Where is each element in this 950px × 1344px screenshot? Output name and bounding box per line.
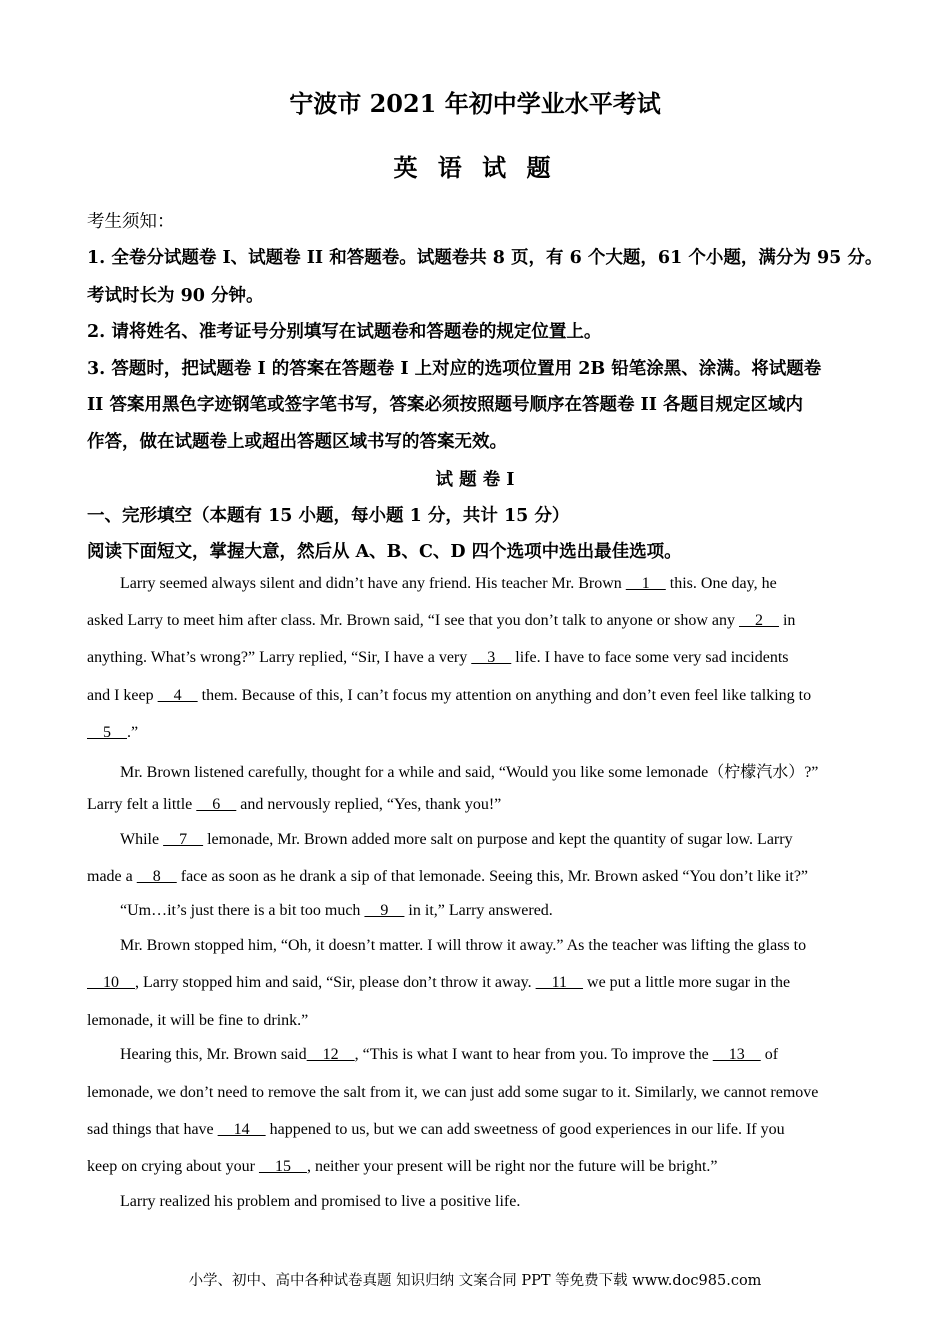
blank-15: 15 <box>258 1158 307 1175</box>
blank-9: 9 <box>364 902 405 919</box>
notice-line: 作答，做在试题卷上或超出答题区域书写的答案无效。 <box>87 432 507 452</box>
page-subtitle: 英 语 试 题 <box>393 153 557 182</box>
passage-line: made a 8 face as soon as he drank a sip of that lemonade. Seeing this, Mr. Brown asked “You don’t like it?” <box>87 868 809 885</box>
passage-line: lemonade, we don’t need to remove the salt from it, we can just add some sugar to it. Similarly, we cannot remove <box>87 1084 819 1101</box>
blank-5: 5 <box>87 724 127 741</box>
passage-line: Larry realized his problem and promised to live a positive life. <box>120 1193 521 1210</box>
notice-line: II 答案用黑色字迹钢笔或签字笔书写，答案必须按照题号顺序在答题卷 II 各题目规定区域内 <box>87 395 804 415</box>
notice-heading: 考生须知： <box>87 212 175 232</box>
passage-line: keep on crying about your 15 , neither your present will be right nor the future will be bright.” <box>87 1158 718 1175</box>
section-heading: 一、完形填空（本题有 15 小题，每小题 1 分，共计 15 分） <box>87 506 570 526</box>
page-footer: 小学、初中、高中各种试卷真题 知识归纳 文案合同 PPT 等免费下载 www.doc985.com <box>188 1273 762 1289</box>
page-title: 宁波市 2021 年初中学业水平考试 <box>289 89 661 118</box>
passage-line: Mr. Brown listened carefully, thought for a while and said, “Would you like some lemonade（柠檬汽水）?” <box>120 764 819 781</box>
passage-line: While 7 lemonade, Mr. Brown added more salt on purpose and kept the quantity of sugar low. Larry <box>120 831 793 848</box>
blank-4: 4 <box>157 687 198 704</box>
blank-2: 2 <box>738 612 779 629</box>
passage-line: and I keep 4 them. Because of this, I can’t focus my attention on anything and don’t even feel like talking to <box>87 687 812 704</box>
passage-line: anything. What’s wrong?” Larry replied, “Sir, I have a very 3 life. I have to face some very sad incidents <box>87 649 789 666</box>
passage-line: Larry seemed always silent and didn’t have any friend. His teacher Mr. Brown 1 this. One day, he <box>120 575 777 592</box>
passage-line: Mr. Brown stopped him, “Oh, it doesn’t matter. I will throw it away.” As the teacher was lifting the glass to <box>120 937 807 954</box>
blank-1: 1 <box>625 575 666 592</box>
passage-line: asked Larry to meet him after class. Mr. Brown said, “I see that you don’t talk to anyone or show any 2 in <box>87 612 796 629</box>
passage-line: 10 , Larry stopped him and said, “Sir, please don’t throw it away. 11 we put a little more sugar in the <box>87 974 791 991</box>
passage-line: 5 .” <box>87 724 139 741</box>
notice-line: 2. 请将姓名、准考证号分别填写在试题卷和答题卷的规定位置上。 <box>87 322 602 342</box>
passage-line: “Um…it’s just there is a bit too much 9 in it,” Larry answered. <box>120 902 553 919</box>
notice-line: 3. 答题时，把试题卷 I 的答案在答题卷 I 上对应的选项位置用 2B 铅笔涂黑、涂满。将试题卷 <box>87 359 822 379</box>
notice-line: 1. 全卷分试题卷 I、试题卷 II 和答题卷。试题卷共 8 页，有 6 个大题，61 个小题，满分为 95 分。 <box>87 248 883 268</box>
blank-6: 6 <box>196 796 237 813</box>
blank-10: 10 <box>87 974 135 991</box>
passage-line: Hearing this, Mr. Brown said 12 , “This is what I want to hear from you. To improve the 13 of <box>120 1046 779 1063</box>
blank-3: 3 <box>471 649 512 666</box>
blank-14: 14 <box>217 1121 266 1138</box>
section-instruction: 阅读下面短文，掌握大意，然后从 A、B、C、D 四个选项中选出最佳选项。 <box>87 542 682 562</box>
blank-12: 12 <box>306 1046 355 1063</box>
blank-11: 11 <box>535 974 584 991</box>
passage-line: lemonade, it will be fine to drink.” <box>87 1012 309 1029</box>
blank-13: 13 <box>712 1046 761 1063</box>
blank-8: 8 <box>136 868 177 885</box>
volume-heading: 试 题 卷 I <box>435 470 515 490</box>
passage-line: Larry felt a little 6 and nervously replied, “Yes, thank you!” <box>87 796 502 813</box>
blank-7: 7 <box>163 831 204 848</box>
passage-line: sad things that have 14 happened to us, but we can add sweetness of good experiences in our life. If you <box>87 1121 785 1138</box>
notice-line: 考试时长为 90 分钟。 <box>87 286 264 306</box>
